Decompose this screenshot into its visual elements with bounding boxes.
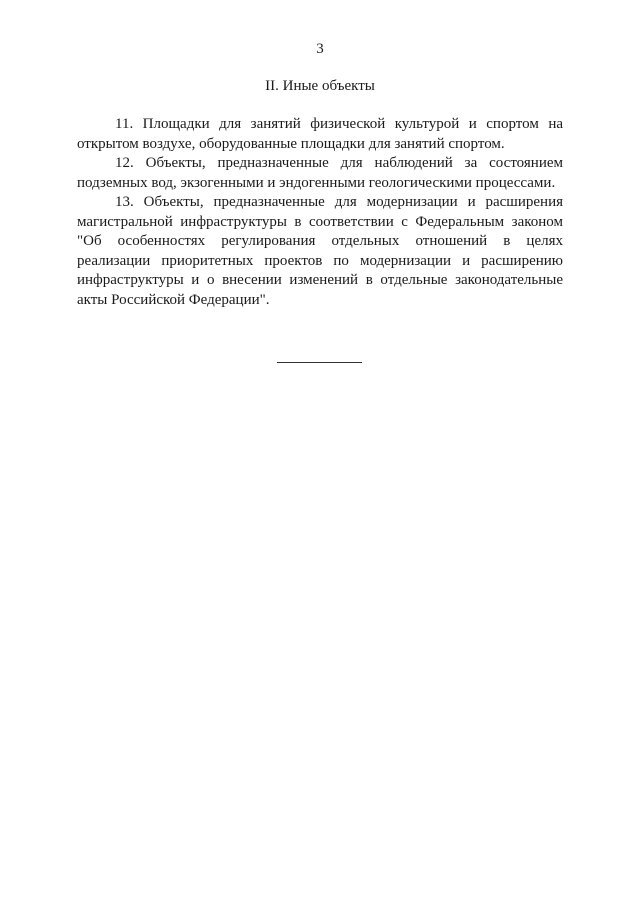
list-item-13: 13. Объекты, предназначенные для модернизации и расширения магистральной инфраструктуры в соответствии с Федеральным законом "Об особенностях регулирования отдельных отношений в целях реализации приоритетных проектов по модернизации и расширению инфраструктуры и о внесении изменений в отдельные законодательные акты Российской Федерации". [77, 194, 563, 308]
end-separator-line [277, 362, 362, 363]
list-item-11: 11. Площадки для занятий физической культурой и спортом на открытом воздухе, оборудованные площадки для занятий спортом. [77, 116, 563, 152]
list-item-12: 12. Объекты, предназначенные для наблюдений за состоянием подземных вод, экзогенными и эндогенными геологическими процессами. [77, 155, 563, 191]
document-body [77, 115, 563, 310]
page-number: 3 [316, 41, 324, 57]
section-title: II. Иные объекты [265, 78, 375, 94]
